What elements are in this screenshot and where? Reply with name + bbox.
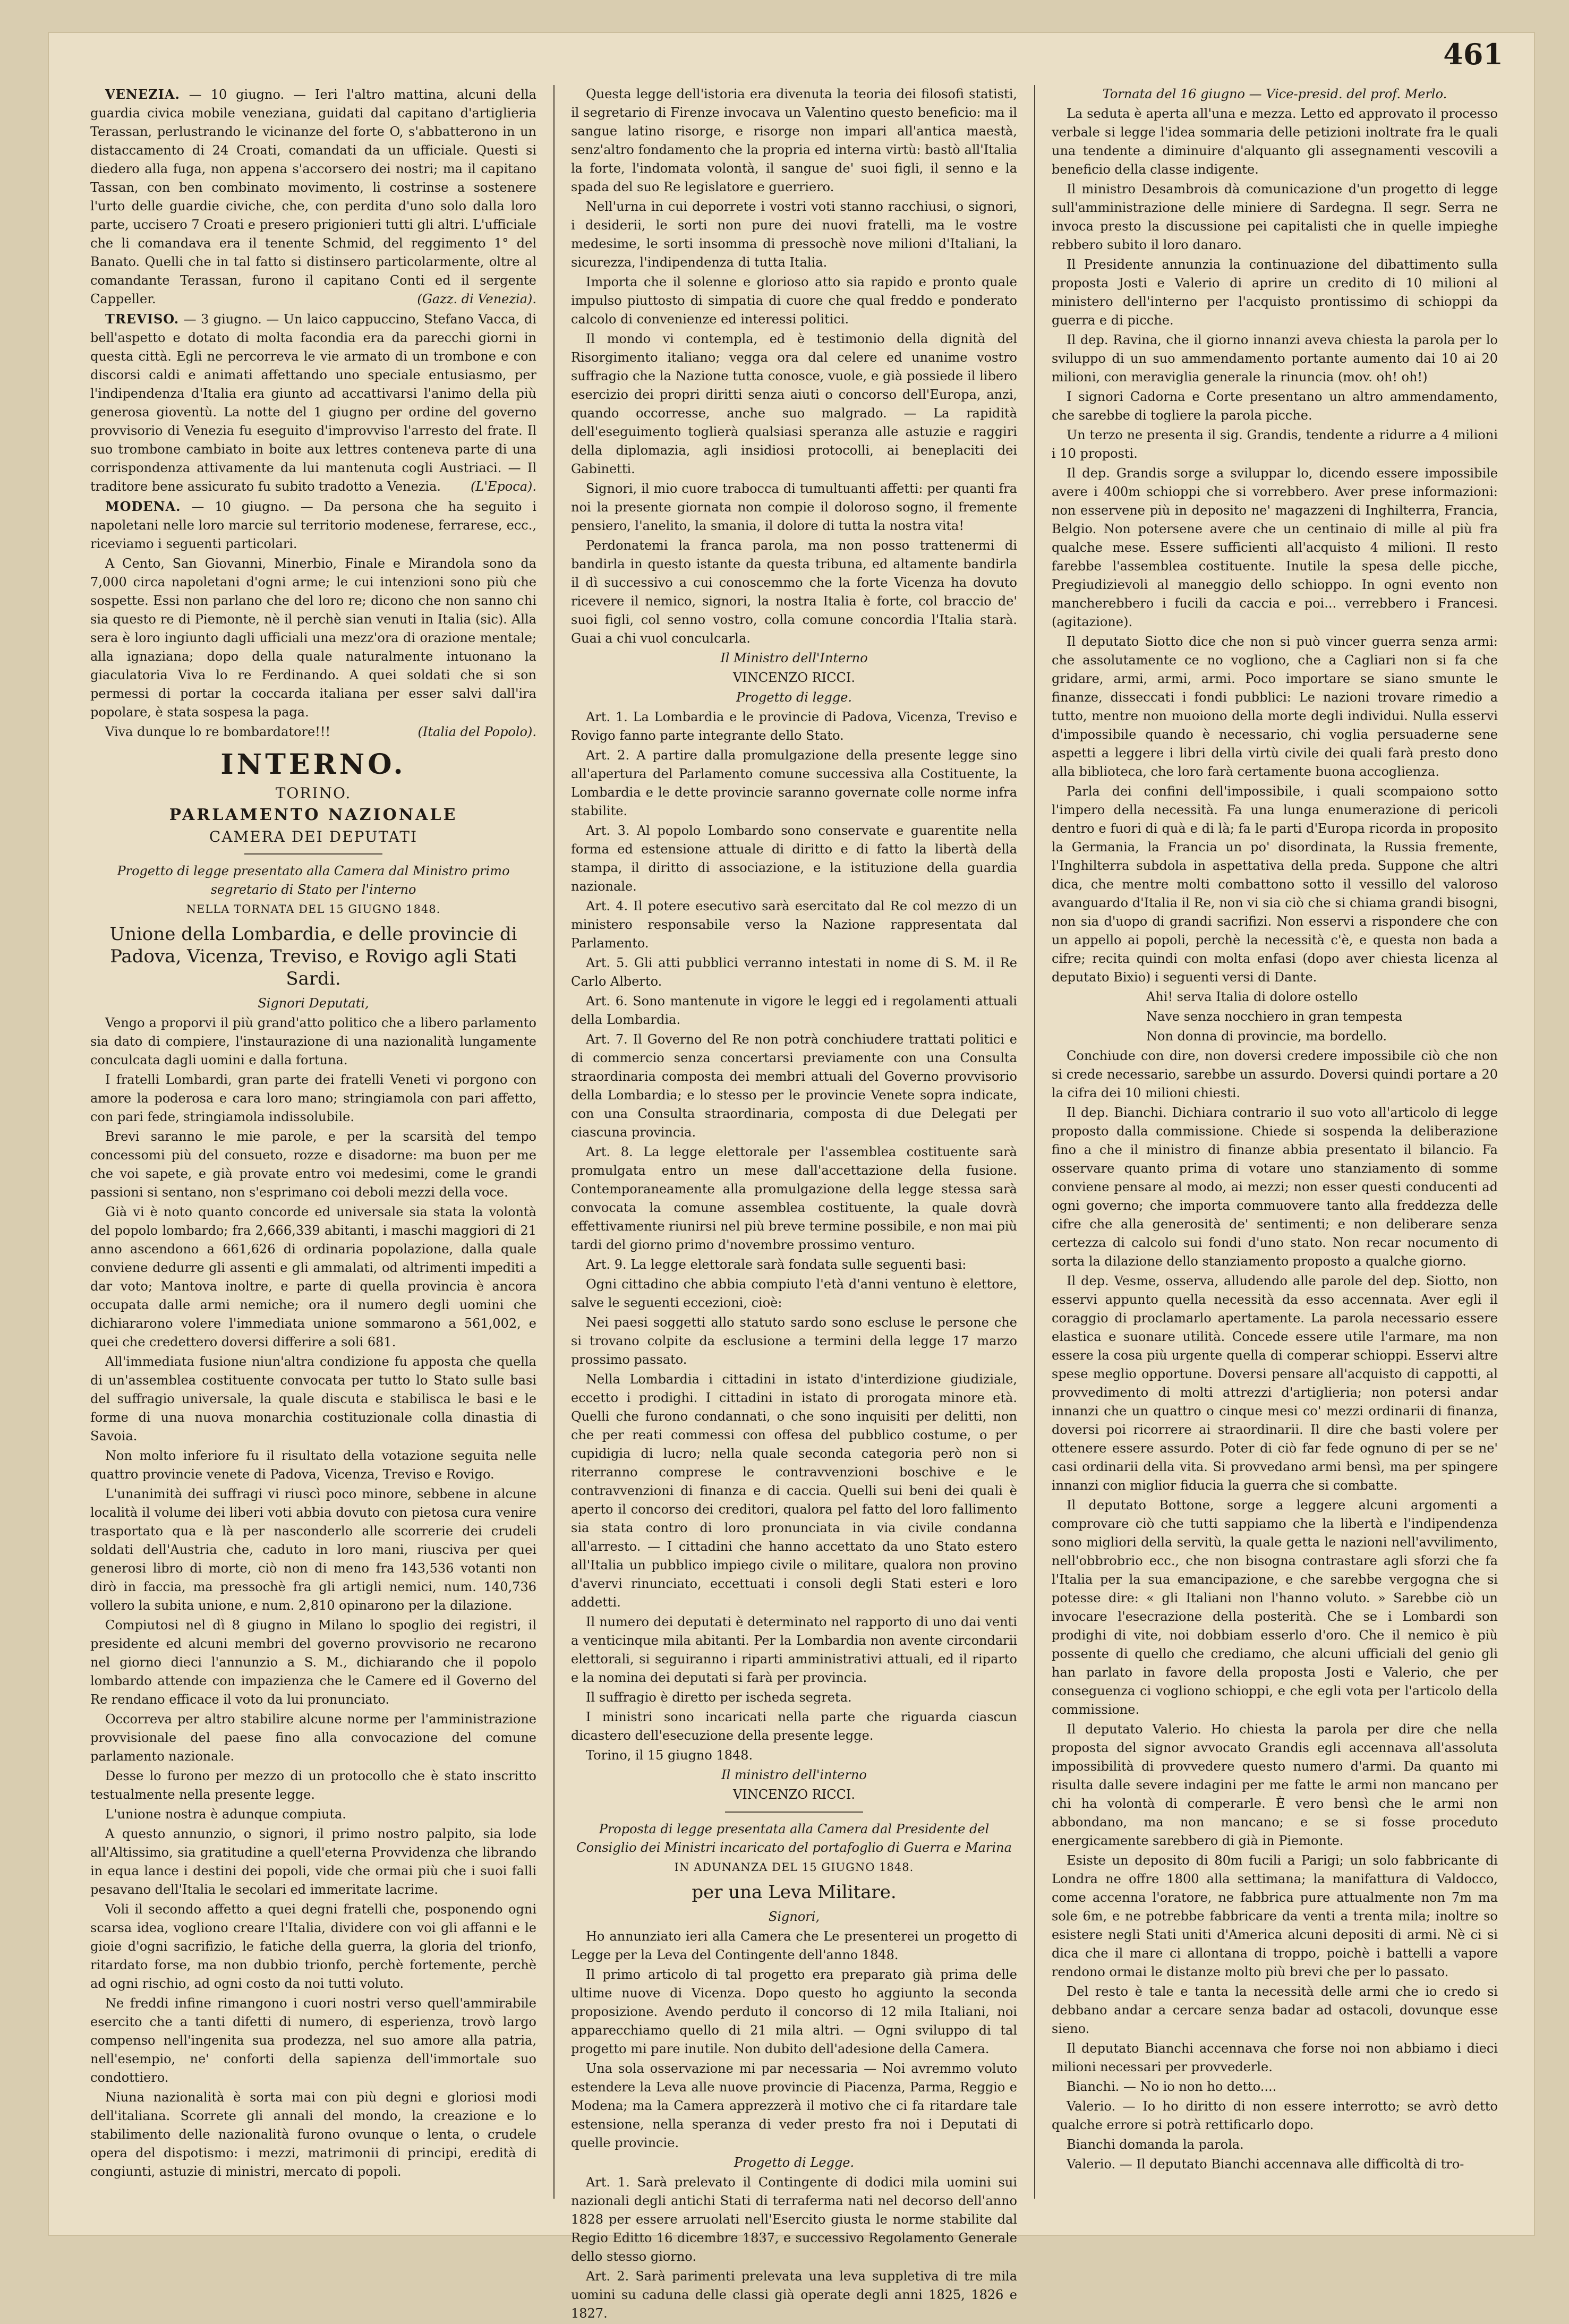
camera-heading: CAMERA DEI DEPUTATI (209, 828, 418, 845)
venezia-text: — 10 giugno. — Ieri l'altro mattina, alcuni della guardia civica mobile veneziana, guidati dal capitano d'artiglieria Terassan, perlustrando le vicinanze del forte O, s'abbatterono in un distaccamento di 24 Croati, comandati da un ufficiale. Questi si diedero alla fuga, non appena s'accorsero dei nostri; ma il capitano Tassan, con ben combinato movimento, li costrinse a sostenere l'urto delle guardie civiche, che, con perdita d'uno solo dalla loro parte, uccisero 7 Croati e presero prigionieri tutti gli altri. L'ufficiale che li comandava era il tenente Schmid, del reggimento 1° del Banato. Quelli che in tal fatto si distinsero particolarmente, oltre al comandante Terassan, furono il capitano Conti ed il sergente Cappeller. (90, 87, 536, 306)
salutation: Signori Deputati, (258, 996, 369, 1011)
article: Art. 2. A partire dalla promulgazione della presente legge sino all'apertura del Parlamento comune successiva alla Costituente, la Lombardia e le dette provincie saranno governate colle norme infra stabilite. (571, 748, 1017, 818)
paragraph: I signori Cadorna e Corte presentano un altro ammendamento, che sarebbe di togliere la parola picche. (1052, 389, 1498, 423)
progetto-intro: Progetto di legge presentato alla Camera dal Ministro primo segretario di Stato per l'interno (117, 864, 510, 897)
paragraph: Occorreva per altro stabilire alcune norme per l'amministrazione provvisionale del paese fino alla convocazione del comune parlamento nazionale. (90, 1712, 536, 1764)
column-2 (571, 85, 1017, 2324)
modena-closing (90, 723, 536, 741)
treviso-dateline: TREVISO. (105, 311, 180, 327)
treviso-article (90, 310, 536, 496)
verse-line: Non donna di provincie, ma bordello. (1146, 1029, 1387, 1044)
paragraph: Voli il secondo affetto a quei degni fratelli che, posponendo ogni scarsa idea, vogliono creare l'Italia, dividere con voi gli affanni e le gioie d'ogni sacrifizio, le fatiche della guerra, la gloria del trionfo, ritardato forse, ma non dubbio trionfo, perchè fortemente, perchè ad ogni rischio, ad ogni costo da noi tutti voluto. (90, 1902, 536, 1991)
paragraph: All'immediata fusione niun'altra condizione fu apposta che quella di un'assemblea costituente convocata per tutto lo Stato sulle basi del suffragio universale, la quale discuta e stabilisca le basi e le forme di una nuova monarchia costituzionale colla dinastia di Savoia. (90, 1354, 536, 1443)
signature-title: Il ministro dell'interno (721, 1767, 867, 1782)
modena-article (90, 497, 536, 553)
subheading-progetto: Progetto di legge. (736, 690, 852, 705)
divider (244, 853, 382, 855)
article: Art. 4. Il potere esecutivo sarà esercitato dal Re col mezzo di un ministero responsabile verso la Nazione rappresentata dal Parlamento. (571, 899, 1017, 951)
paragraph: Esiste un deposito di 80m fucili a Parigi; un solo fabbricante di Londra ne offre 1800 alla settimana; la manifattura di Valdocco, come accenna l'oratore, ne fabbrica pure attualmente non 7m ma sole 6m, e ne potrebbe fabbricare da venti a trenta mila; inoltre so esistere negli Stati uniti d'America alcuni depositi di armi. Nè ci si dica che il mare ci allontana di troppo, poichè i battelli a vapore rendono ormai le distanze molto più brevi che per lo passato. (1052, 1853, 1498, 1979)
article: Art. 2. Sarà parimenti prelevata una leva suppletiva di tre mila uomini su caduna delle classi già operate degli anni 1825, 1826 e 1827. (571, 2269, 1017, 2321)
paragraph: Già vi è noto quanto concorde ed universale sia stata la volontà del popolo lombardo; fra 2,666,339 abitanti, i maschi maggiori di 21 anno ascendono a 661,626 di ordinaria popolazione, dalla quale conviene dedurre gli assenti e gli ammalati, od altrimenti impediti a dar voto; Mantova inoltre, e parte di quella provincia è ancora occupata dalle armi nemiche; ora il numero degli uomini che dichiararono volere l'immediata unione sommarono a 561,002, e quei che credettero doversi differire a soli 681. (90, 1204, 536, 1349)
paragraph: Brevi saranno le mie parole, e per la scarsità del tempo concessomi più del consueto, rozze e disadorne: ma buon per me che voi sapete, e già provate entro voi medesimi, come le grandi passioni si sentano, non s'esprimano coi deboli mezzi della voce. (90, 1129, 536, 1200)
paragraph: Il primo articolo di tal progetto era preparato già prima delle ultime nuove di Vicenza. Dopo questo ho aggiunto la seconda proposizione. Avendo perduto il concorso di 12 mila Italiani, noi apparecchiamo quello di 21 mila altri. — Ogni sviluppo di tal progetto mi pare inutile. Non dubito dell'adesione della Camera. (571, 1967, 1017, 2056)
paragraph: Vengo a proporvi il più grand'atto politico che a libero parlamento sia dato di compiere, l'instaurazione di una nazionalità lungamente conculcata dagli uomini e dalla fortuna. (90, 1015, 536, 1067)
article: Art. 1. La Lombardia e le provincie di Padova, Vicenza, Treviso e Rovigo fanno parte integrante dello Stato. (571, 710, 1017, 743)
paragraph: Il dep. Vesme, osserva, alludendo alle parole del dep. Siotto, non esservi appunto quella necessità da esso accennata. Aver egli il coraggio di proclamarlo apertamente. La parola necessario essere elastica e suonare utilità. Concede essere utile l'armare, ma non essere la cosa più urgente quella di comperar schioppi. Esservi altre spese meglio opportune. Doversi pensare all'acquisto di cappotti, al provvedimento di molti attrezzi d'artiglieria; non potersi andar innanzi che un quattro o cinque mesi co' mezzi ordinarii di finanza, doversi poi ricorrere ai straordinarii. Il dire che basti volere per ottenere essere assurdo. Poter di ciò far fede ognuno di per se ne' casi ordinarii della vita. Si provvedano armi bensì, ma per spingere innanzi con miglior fiducia la guerra che si combatte. (1052, 1274, 1498, 1493)
paragraph: Conchiude con dire, non doversi credere impossibile ciò che non si crede necessario, sarebbe un assurdo. Doversi quindi portare a 20 la cifra dei 10 milioni chiesti. (1052, 1048, 1498, 1100)
article: Art. 8. La legge elettorale per l'assemblea costituente sarà promulgata entro un mese dall'accettazione della fusione. Contemporaneamente alla promulgazione della legge stessa sarà convocata la comune assemblea costituente, la quale dovrà effettivamente riunirsi nel più breve termine possibile, e non mai più tardi del giorno primo d'novembre prossimo venturo. (571, 1144, 1017, 1252)
paragraph: Ho annunziato ieri alla Camera che Le presenterei un progetto di Legge per la Leva del Contingente dell'anno 1848. (571, 1929, 1017, 1962)
paragraph: Nell'urna in cui deporrete i vostri voti stanno racchiusi, o signori, i desiderii, le sorti non pure dei nuovi fratelli, ma le vostre medesime, le sorti insomma di pressochè nove milioni d'Italiani, la sicurezza, l'indipendenza di tutta Italia. (571, 199, 1017, 270)
tornata-date: NELLA TORNATA DEL 15 GIUGNO 1848. (186, 903, 441, 916)
article: Il numero dei deputati è determinato nel rapporto di uno dai venti a venticinque mila abitanti. Per la Lombardia non avente circondarii elettorali, si seguiranno i riparti amministrativi attuali, ed il riparto e la nomina dei deputati si farà per provincia. (571, 1614, 1017, 1685)
page-number: 461 (1443, 37, 1503, 71)
paragraph: Non molto inferiore fu il risultato della votazione seguita nelle quattro provincie venete di Padova, Vicenza, Treviso e Rovigo. (90, 1448, 536, 1482)
paragraph: Il Presidente annunzia la continuazione del dibattimento sulla proposta Josti e Valerio di aprire un credito di 10 milioni al ministero dell'interno per l'acquisto prontissimo di schioppi da guerra e di picche. (1052, 257, 1498, 328)
verse-line: Nave senza nocchiero in gran tempesta (1146, 1009, 1403, 1024)
paragraph: I fratelli Lombardi, gran parte dei fratelli Veneti vi porgono con amore la poderosa e cara loro mano; stringiamola con pari affetto, con pari fede, stringiamola indissolubile. (90, 1072, 536, 1124)
column-rule-left (553, 85, 555, 2199)
modena-exclamation: Viva dunque lo re bombardatore!!! (105, 724, 331, 739)
paragraph: Questa legge dell'istoria era divenuta la teoria dei filosofi statisti, il segretario di Firenze invocava un Valentino questo beneficio: ma il sangue latino risorge, e risorge non impari all'antica maestà, senz'altro fondamento che la propria ed interna virtù: bastò all'Italia la forte, l'indomata volontà, il sangue de' suoi figli, il senno e la spada del suo Re legislatore e guerriero. (571, 87, 1017, 194)
venezia-source: (Gazz. di Venezia). (417, 292, 536, 306)
paragraph: Compiutosi nel dì 8 giugno in Milano lo spoglio dei registri, il presidente ed alcuni membri del governo provvisorio ne recarono nel giorno dieci l'annunzio a S. M., dichiarando che il popolo lombardo attende con impazienza che le Camere ed il Governo del Re rendano efficace il voto da lui pronunciato. (90, 1618, 536, 1707)
modena-text: — 10 giugno. — Da persona che ha seguito i napoletani nelle loro marcie sul territorio modenese, ferrarese, ecc., riceviamo i seguenti particolari. (90, 499, 536, 551)
parlamento-heading: PARLAMENTO NAZIONALE (169, 806, 458, 824)
paragraph: Perdonatemi la franca parola, ma non posso trattenermi di bandirla in questo istante da questa tribuna, ed altamente bandirla il dì successivo a cui conoscemmo che la forte Vicenza ha dovuto ricevere il nemico, signori, la nostra Italia è forte, col braccio de' suoi figli, col senno vostro, colla comune concordia l'Italia starà. Guai a chi vuol conculcarla. (571, 538, 1017, 646)
article: Ogni cittadino che abbia compiuto l'età d'anni ventuno è elettore, salve le seguenti eccezioni, cioè: (571, 1277, 1017, 1310)
subheading-progetto: Progetto di Legge. (734, 2155, 855, 2170)
paragraph: Bianchi domanda la parola. (1067, 2137, 1244, 2152)
paragraph: Ne freddi infine rimangono i cuori nostri verso quell'ammirabile esercito che a tanti difetti di numero, di esperienza, trovò largo compenso nell'ingenita sua prodezza, nel suo amore alla patria, nell'esempio, ne' conforti della sapienza dell'immortale suo condottiero. (90, 1996, 536, 2085)
paragraph: Una sola osservazione mi par necessaria — Noi avremmo voluto estendere la Leva alle nuove provincie di Piacenza, Parma, Reggio e Modena; ma la Camera apprezzerà il motivo che ci fa ritardare tale estensione, nella speranza di veder presto fra noi i Deputati di quelle provincie. (571, 2061, 1017, 2150)
article: I ministri sono incaricati nella parte che riguarda ciascun dicastero dell'esecuzione della presente legge. (571, 1710, 1017, 1743)
article: Art. 9. La legge elettorale sarà fondata sulle seguenti basi: (586, 1257, 967, 1272)
dateline-torino: TORINO. (275, 784, 352, 802)
paragraph: Il deputato Valerio. Ho chiesta la parola per dire che nella proposta del signor avvocato Grandis egli accennava all'assoluta impossibilità di provvedere questo numero d'armi. Da quanto mi risulta dalle severe indagini per me fatte le armi non mancano per chi ha volontà di comperarle. È vero bensì che le armi non abbondano, ma non mancano; e se si fosse proceduto energicamente sarebbero di già in Piemonte. (1052, 1722, 1498, 1848)
paragraph: Parla dei confini dell'impossibile, i quali scompaiono sotto l'impero della necessità. Fa una lunga enumerazione di pericoli dentro e fuori di quà e di là; fa le parti d'Europa ricorda in proposito la Germania, la Francia un po' disordinata, la Russia fremente, l'Inghilterra subdola in aspettativa della preda. Suppone che altri dica, che mentre molti combattono sotto il vessillo del valoroso avanguardo d'Italia il Re, non vi sia ciò che si chiama grandi bisogni, non sia d'uopo di grandi sacrifizi. Non esservi a rispondere che con un appello ai popoli, perchè la necessità c'è, e questa non bada a cifre; recita quindi con molta enfasi (dopo aver chiesta licenza al deputato Bixio) i seguenti versi di Dante. (1052, 784, 1498, 985)
salutation: Signori, (768, 1909, 820, 1924)
article: Art. 3. Al popolo Lombardo sono conservate e guarentite nella forma ed estensione attuale di diritto e di fatto la libertà della stampa, il diritto di associazione, e la istituzione della guardia nazionale. (571, 823, 1017, 894)
column-1 (90, 85, 536, 2182)
paragraph: Signori, il mio cuore trabocca di tumultuanti affetti: per quanti fra noi la presente giornata non compie il doloroso sogno, il fremente pensiero, l'anelito, la smania, il dolore di tutta la nostra vita! (571, 481, 1017, 533)
section-heading-interno: INTERNO. (220, 748, 406, 781)
venezia-dateline: VENEZIA. (105, 87, 180, 102)
signature-name: VINCENZO RICCI. (732, 1787, 856, 1802)
paragraph: Importa che il solenne e glorioso atto sia rapido e pronto quale impulso piuttosto di simpatia di cuore che qual freddo e ponderato calcolo di convenienze ed interessi politici. (571, 275, 1017, 327)
paragraph: Bianchi. — No io non ho detto.... (1067, 2079, 1277, 2094)
date-line: Torino, il 15 giugno 1848. (586, 1748, 753, 1763)
signature-title: Il Ministro dell'Interno (720, 651, 868, 665)
paragraph: Un terzo ne presenta il sig. Grandis, tendente a ridurre a 4 milioni i 10 proposti. (1052, 428, 1498, 461)
paragraph: Niuna nazionalità è sorta mai con più degni e gloriosi modi dell'italiana. Scorrete gli annali del mondo, la creazione e lo stabilimento delle nazionalità furono ovunque o lenta, o crudele opera del dispotismo: i mezzi, matrimonii di principi, eredità di congiunti, astuzie di ministri, mercato di popoli. (90, 2090, 536, 2179)
paragraph: Del resto è tale e tanta la necessità delle armi che io credo si debbano andar a cercare senza badar ad ostacoli, dovunque esse sieno. (1052, 1984, 1498, 2036)
paragraph: Il dep. Bianchi. Dichiara contrario il suo voto all'articolo di legge proposto dalla commissione. Chiede si sospenda la deliberazione fino a che il ministro di finanze abbia presentato il bilancio. Fa osservare quanto prima di votare uno stanziamento di somme conviene pensare al modo, ai mezzi; non esser questi conducenti ad ogni governo; che importa commuovere tanto alla freddezza delle cifre che alla generosità de' sentimenti; e non deliberare senza certezza di calcolo sui fondi d'uno stato. Non recar nocumento di sorta la dilazione dello stanziamento proposto a qualche giorno. (1052, 1105, 1498, 1269)
modena-dateline: MODENA. (105, 499, 181, 514)
article: Art. 7. Il Governo del Re non potrà conchiudere trattati politici e di commercio senza concertarsi previamente con una Consulta straordinaria composta dei membri attuali del Governo provvisorio della Lombardia; e lo stesso per le provincie Venete sopra indicate, con una Consulta straordinaria, composta di due Delegati per ciascuna provincia. (571, 1032, 1017, 1140)
divider (725, 1812, 863, 1813)
paragraph: Il ministro Desambrois dà comunicazione d'un progetto di legge sull'amministrazione delle miniere di Sardegna. Il segr. Serra ne invoca presto la discussione pei capitalisti che in quelle impieghe rebbero subito il loro danaro. (1052, 182, 1498, 252)
article: Art. 1. Sarà prelevato il Contingente di dodici mila uomini sui nazionali degli antichi Stati di terraferma nati nel decorso dell'anno 1828 per essere arruolati nell'Esercito giusta le norme stabilite dal Regio Editto 16 dicembre 1837, e successivo Regolamento Generale dello stesso giorno. (571, 2175, 1017, 2264)
newspaper-page (48, 32, 1535, 2321)
paragraph: Il dep. Grandis sorge a sviluppar lo, dicendo essere impossibile avere i 400m schioppi che si vorrebbero. Aver prese informazioni: non esservene più in deposito ne' magazzeni di Inghilterra, Francia, Belgio. Non potersene avere che un centinaio di mille al più fra qualche mese. Essere sufficienti all'acquisto 4 milioni. Il resto farebbe l'assemblea costituente. Inutile la spesa delle picche, Pregiudizievoli al maneggio dello schioppo. In ogni evento non mancherebbero i fucili da caccia e poi... verrebbero i Francesi. (agitazione). (1052, 466, 1498, 629)
tornata-heading: Tornata del 16 giugno — Vice-presid. del prof. Merlo. (1102, 87, 1447, 101)
modena-source: (Italia del Popolo). (417, 724, 536, 739)
signature-name: VINCENZO RICCI. (732, 670, 856, 685)
article: Art. 5. Gli atti pubblici verranno intestati in nome di S. M. il Re Carlo Alberto. (571, 955, 1017, 989)
article: Nella Lombardia i cittadini in istato d'interdizione giudiziale, eccetto i prodighi. I cittadini in istato di prorogata minore età. Quelli che furono condannati, o che sono inquisiti per delitti, non che per reati commessi con offesa del pubblico costume, o per cupidigia di lucro; nella quale seconda categoria però non si riterranno comprese le contravvenzioni boschive e le contravvenzioni di finanza e di caccia. Quelli sui beni dei quali è aperto il concorso dei creditori, qualora pel fatto del loro fallimento sia stata contro di loro pronunciata in via civile condanna all'arresto. — I cittadini che hanno accettato da uno Stato estero all'Italia un pubblico impiego civile o militare, qualora non provino d'avervi rinunciato, eccettuati i consoli degli Stati esteri e loro addetti. (571, 1372, 1017, 1610)
column-3 (1052, 85, 1498, 2175)
paragraph: Il deputato Bianchi accennava che forse noi non abbiamo i dieci milioni necessari per provvederle. (1052, 2041, 1498, 2074)
modena-paragraph: A Cento, San Giovanni, Minerbio, Finale e Mirandola sono da 7,000 circa napoletani d'ogni arme; le cui intenzioni sono più che sospette. Essi non parlano che del loro re; dicono che non sanno chi sia questo re di Piemonte, nè il perchè sian venuti in Italia (sic). Alla sera è loro ingiunto dagli ufficiali una mezz'ora di orazione mentale; alla ignaziana; dopo della quale naturalmente intuonano la giaculatoria Viva lo re Ferdinando. A quei soldati che si son permessi di portar la coccarda italiana per esser salvi dall'ira popolare, è stata sospesa la paga. (90, 556, 536, 720)
treviso-source: (L'Epoca). (471, 479, 536, 494)
paragraph: Il mondo vi contempla, ed è testimonio della dignità del Risorgimento italiano; vegga ora dal celere ed unanime vostro suffragio che la Nazione tutta conosce, vuole, e già possiede il libero esercizio dei propri diritti senza aiuti o concorso dell'Europa, anzi, quando occorresse, anche suo malgrado. — La rapidità dell'eseguimento toglierà qualsiasi speranza alle astuzie e raggiri della diplomazia, agli insidiosi protocolli, ai beneplaciti dei Gabinetti. (571, 331, 1017, 476)
column-rule-right (1034, 85, 1035, 2199)
law-title-unione: Unione della Lombardia, e delle provincie di Padova, Vicenza, Treviso, e Rovigo agli Stati Sardi. (109, 924, 517, 989)
article: Il suffragio è diretto per ischeda segreta. (586, 1690, 852, 1705)
treviso-text: — 3 giugno. — Un laico cappuccino, Stefano Vacca, di bell'aspetto e dotato di molta facondia era da parecchi giorni in questa città. Egli ne percorreva le vie armato di un trombone e con discorsi caldi e animati affettando uno speciale entusiasmo, per l'indipendenza d'Italia era giunto ad accattivarsi l'animo della più generosa gioventù. La notte del 1 giugno per ordine del governo provvisorio di Venezia fu eseguito d'improvviso l'arresto del frate. Il suo trombone cambiato in boite aux lettres conteneva parte di una corrispondenza attivamente da lui mantenuta cogli Austriaci. — Il traditore bene assicurato fu subito tradotto a Venezia. (90, 312, 536, 494)
paragraph: Il deputato Bottone, sorge a leggere alcuni argomenti a comprovare ciò che tutti sappiamo che la libertà e l'indipendenza sono migliori della servitù, la quale getta le nazioni nell'avvilimento, nell'obbrobrio ecc., che non bisogna contrastare agli sforzi che fa l'Italia per la sua emancipazione, e che sarebbe vergogna che si potesse dire: « gli Italiani non l'hanno voluto. » Sarebbe ciò un invocare l'esecrazione della posterità. Che se i Lombardi son prodighi di vite, noi dobbiam esserlo d'oro. Che il nemico è più possente di quello che crediamo, che alcuni ufficiali del genio gli han parlato in favore della proposta Josti e Valerio, che per conseguenza ci vogliono schioppi, e che egli vota per l'articolo della commissione. (1052, 1498, 1498, 1717)
paragraph: Il dep. Ravina, che il giorno innanzi aveva chiesta la parola per lo sviluppo di un suo ammendamento portante aumento dai 10 ai 20 milioni, con meraviglia generale la rinuncia (mov. oh! oh!) (1052, 332, 1498, 385)
paragraph: Valerio. — Il deputato Bianchi accennava alle difficoltà di tro- (1067, 2157, 1464, 2172)
law-title-leva: per una Leva Militare. (692, 1882, 897, 1903)
article: Art. 6. Sono mantenute in vigore le leggi ed i regolamenti attuali della Lombardia. (571, 994, 1017, 1027)
venezia-article (90, 85, 536, 309)
paragraph: L'unione nostra è adunque compiuta. (105, 1807, 346, 1822)
paragraph: Valerio. — Io ho diritto di non essere interrotto; se avrò detto qualche errore si potrà rettificarlo dopo. (1052, 2099, 1498, 2132)
proposta-intro: Proposta di legge presentata alla Camera dal Presidente del Consiglio dei Ministri incaricato del portafoglio di Guerra e Marina (576, 1822, 1012, 1855)
paragraph: L'unanimità dei suffragi vi riuscì poco minore, sebbene in alcune località il volume dei liberi voti abbia dovuto con pietosa cura venire trasportato qua e là per nasconderlo alle scorrerie dei crudeli soldati dell'Austria che, caduto in loro mani, riusciva per quei generosi libro di morte, ciò non di meno fra 143,536 votanti non dirò in faccia, ma pressochè fra gli artigli nemici, num. 140,736 vollero la subita unione, e num. 2,810 opinarono per la dilazione. (90, 1486, 536, 1613)
paragraph: La seduta è aperta all'una e mezza. Letto ed approvato il processo verbale si legge l'idea sommaria delle petizioni inoltrate fra le quali una tendente a diminuire d'alquanto gli assegnamenti vescovili a beneficio della classe indigente. (1052, 106, 1498, 177)
paragraph: Desse lo furono per mezzo di un protocollo che è stato inscritto testualmente nella presente legge. (90, 1768, 536, 1802)
verse-line: Ahi! serva Italia di dolore ostello (1146, 989, 1358, 1004)
article: Nei paesi soggetti allo statuto sardo sono escluse le persone che si trovano colpite da esclusione a termini della legge 17 marzo prossimo passato. (571, 1315, 1017, 1367)
paragraph: Il deputato Siotto dice che non si può vincer guerra senza armi: che assolutamente ce no vogliono, che a Cagliari non si fa che gridare, armi, armi, armi. Poco importare se siano smunte le finanze, disseccati i fondi pubblici: Le nazioni trovare rimedio a tutto, mentre non muoiono della morte degli individui. Nulla esservi d'impossibile quando è necessario, chi voglia persuaderne sene aspetti a leggere i libri della virtù civile dei quali farà presto dono alla biblioteca, che loro farà certamente buona accoglienza. (1052, 634, 1498, 779)
adunanza-date: IN ADUNANZA DEL 15 GIUGNO 1848. (674, 1861, 914, 1874)
paragraph: A questo annunzio, o signori, il primo nostro palpito, sia lode all'Altissimo, sia gratitudine a quell'eterna Provvidenza che librando in equa lance i destini dei popoli, vide che ormai più che i suoi falli pesavano dell'Italia le secolari ed immeritate lacrime. (90, 1826, 536, 1897)
